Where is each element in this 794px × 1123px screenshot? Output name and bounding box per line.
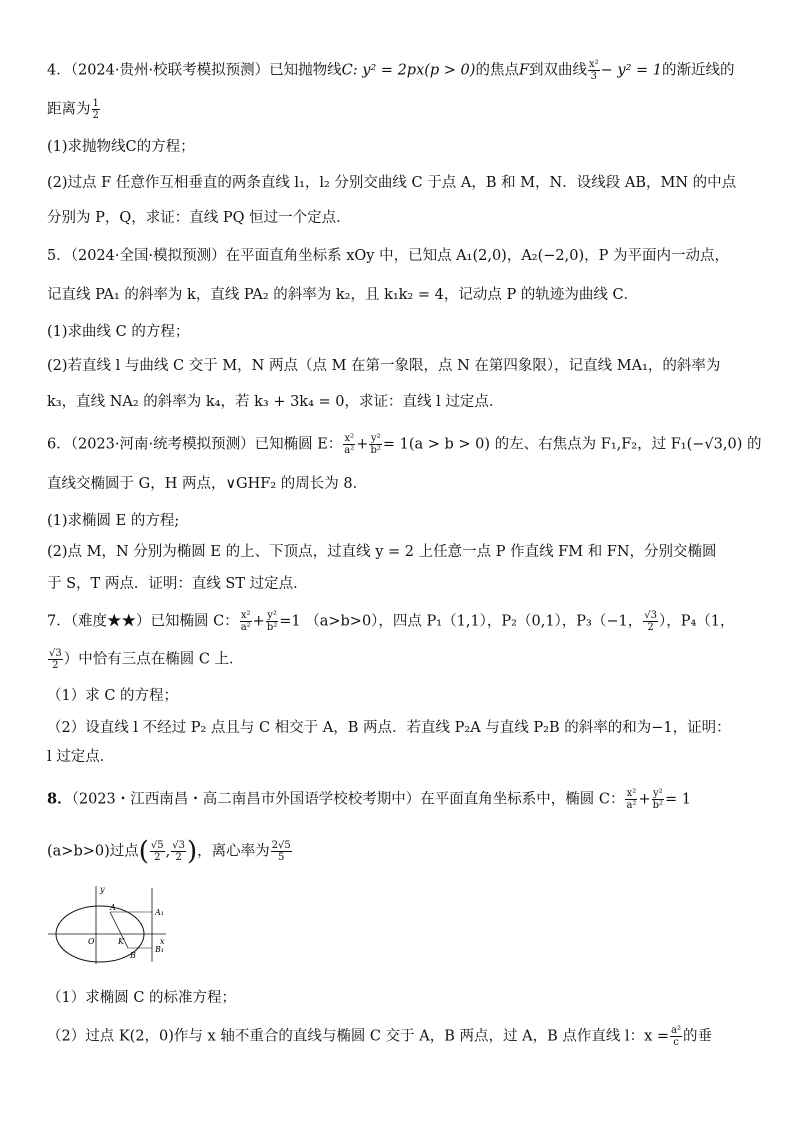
p7-sqrt3-fraction: $\frac{√3}{2}$ (644, 610, 657, 633)
p4-hyperbola-eq: − y² = 1 (600, 62, 663, 79)
label-a: A (110, 903, 116, 912)
label-a1: A₁ (155, 908, 164, 917)
p8-number: 8． (47, 790, 72, 808)
p7-sqrt3-fraction-2: $\frac{√3}{2}$ (49, 648, 62, 671)
problem-4-line-1 (47, 59, 735, 82)
ellipse-figure (48, 882, 172, 966)
problem-8-question-1: （1）求椭圆 C 的标准方程； (47, 990, 237, 1006)
label-k: K (118, 937, 124, 946)
problem-6-question-2b: 于 S，T 两点．证明：直线 ST 过定点． (47, 576, 308, 592)
problem-5-line-1: 5．（2024·全国·模拟预测）在平面直角坐标系 xOy 中，已知点 A₁(2,0)，A₂(−2,0)，P 为平面内一动点， (47, 248, 730, 264)
label-y: y (100, 885, 105, 894)
p8-sqrt3-fraction: $\frac{√3}{2}$ (172, 840, 185, 863)
p8-eccentricity-fraction: $\frac{2√5}{5}$ (271, 840, 291, 863)
label-b: B (130, 951, 136, 960)
problem-6-line-1: 6．（2023·河南·统考模拟预测）已知椭圆 E： $\frac{\text{x²}}{\text{a²}}$ + $\frac{\text{y²}}{\text{b²}}$ = 1(a > b > 0) 的左、右焦点为 F₁,F₂，过 F₁(−√3,0) 的 (47, 433, 762, 456)
problem-5-question-2b: k₃，直线 NA₂ 的斜率为 k₄，若 k₃ + 3k₄ = 0，求证：直线 l 过定点． (47, 394, 504, 410)
p4-text: 到双曲线 (529, 62, 588, 79)
problem-4-line-2: 距离为 $\frac{1}{2}$ (47, 98, 99, 121)
p4-focus: F (518, 62, 530, 79)
problem-7-question-2b: l 过定点． (47, 749, 115, 765)
problem-7-line-1: 7．（难度★★）已知椭圆 C： $\frac{\text{x²}}{\text{a²}}$ + $\frac{\text{y²}}{\text{b²}}$ =1 （a>b>0），四点 P₁（1,1），P₂（0,1），P₃（−1， $\frac{√3}{2}$ ），P₄（1， (47, 610, 735, 633)
p4-curve-c: C (341, 62, 353, 79)
p8-fraction-x: $\frac{\text{x²}}{\text{a²}}$ (626, 788, 637, 811)
p8-fraction-y: $\frac{\text{y²}}{\text{b²}}$ (652, 788, 664, 811)
problem-4-question-1: (1)求抛物线C的方程； (47, 139, 195, 155)
p6-fraction-y: $\frac{\text{y²}}{\text{b²}}$ (370, 433, 381, 456)
p4-text: 4．（2024·贵州·校联考模拟预测）已知抛物线 (47, 62, 342, 79)
problem-8-line-1: 8．（2023・江西南昌・高二南昌市外国语学校校考期中）在平面直角坐标系中，椭圆 C： $\frac{\text{x²}}{\text{a²}}$ + $\frac{\text{y²}}{\text{b²}}$ = 1 (47, 788, 691, 811)
problem-4-question-2a: (2)过点 F 任意作互相垂直的两条直线 l₁，l₂ 分别交曲线 C 于点 A，B 和 M，N．设线段 AB，MN 的中点 (47, 175, 737, 191)
p4-distance-fraction: $\frac{1}{2}$ (92, 98, 99, 121)
problem-8-line-2: (a>b>0)过点( $\frac{√5}{2}$ , $\frac{√3}{2}$ )，离心率为 $\frac{2√5}{5}$ (47, 836, 291, 867)
label-o: O (88, 937, 95, 946)
problem-7-question-1: （1）求 C 的方程； (47, 688, 179, 704)
label-x: x (160, 937, 165, 946)
problem-5-question-1: (1)求曲线 C 的方程； (47, 324, 190, 340)
problem-6-line-2: 直线交椭圆于 G，H 两点，∨GHF₂ 的周长为 8． (47, 476, 368, 492)
problem-8-question-2: （2）过点 K(2，0)作与 x 轴不重合的直线与椭圆 C 交于 A，B 两点，过 A，B 点作直线 l：x = $\frac{\text{a²}}{c}$ 的垂 (47, 1025, 712, 1048)
p4-text: 的焦点 (475, 62, 519, 79)
p7-fraction-x: $\frac{\text{x²}}{\text{a²}}$ (240, 610, 251, 633)
problem-7-question-2a: （2）设直线 l 不经过 P₂ 点且与 C 相交于 A，B 两点．若直线 P₂A 与直线 P₂B 的斜率的和为−1，证明： (47, 720, 731, 736)
p8-sqrt5-fraction: $\frac{√5}{2}$ (150, 840, 164, 863)
p4-fraction: $\frac{\text{x²}}{3}$ (589, 59, 599, 82)
problem-5-question-2a: (2)若直线 l 与曲线 C 交于 M，N 两点（点 M 在第一象限，点 N 在第四象限），记直线 MA₁，的斜率为 (47, 358, 721, 374)
problem-4-question-2b: 分别为 P，Q，求证：直线 PQ 恒过一个定点． (47, 210, 351, 226)
problem-7-line-2: $\frac{√3}{2}$ ）中恰有三点在椭圆 C 上． (49, 648, 244, 671)
problem-6-question-2a: (2)点 M，N 分别为椭圆 E 的上、下顶点，过直线 y = 2 上任意一点 P 作直线 FM 和 FN，分别交椭圆 (47, 544, 717, 560)
p4-text: 的渐近线的 (662, 62, 735, 79)
p4-parabola-eq: : y² = 2px(p > 0) (352, 62, 476, 79)
p8-a2-over-c: $\frac{\text{a²}}{c}$ (671, 1025, 681, 1048)
problem-5-line-2: 记直线 PA₁ 的斜率为 k，直线 PA₂ 的斜率为 k₂，且 k₁k₂ = 4，记动点 P 的轨迹为曲线 C． (47, 287, 639, 303)
problem-6-question-1: (1)求椭圆 E 的方程; (47, 513, 180, 529)
p7-fraction-y: $\frac{\text{y²}}{\text{b²}}$ (266, 610, 278, 633)
label-b1: B₁ (155, 945, 165, 954)
p6-fraction-x: $\frac{\text{x²}}{\text{a²}}$ (344, 433, 355, 456)
